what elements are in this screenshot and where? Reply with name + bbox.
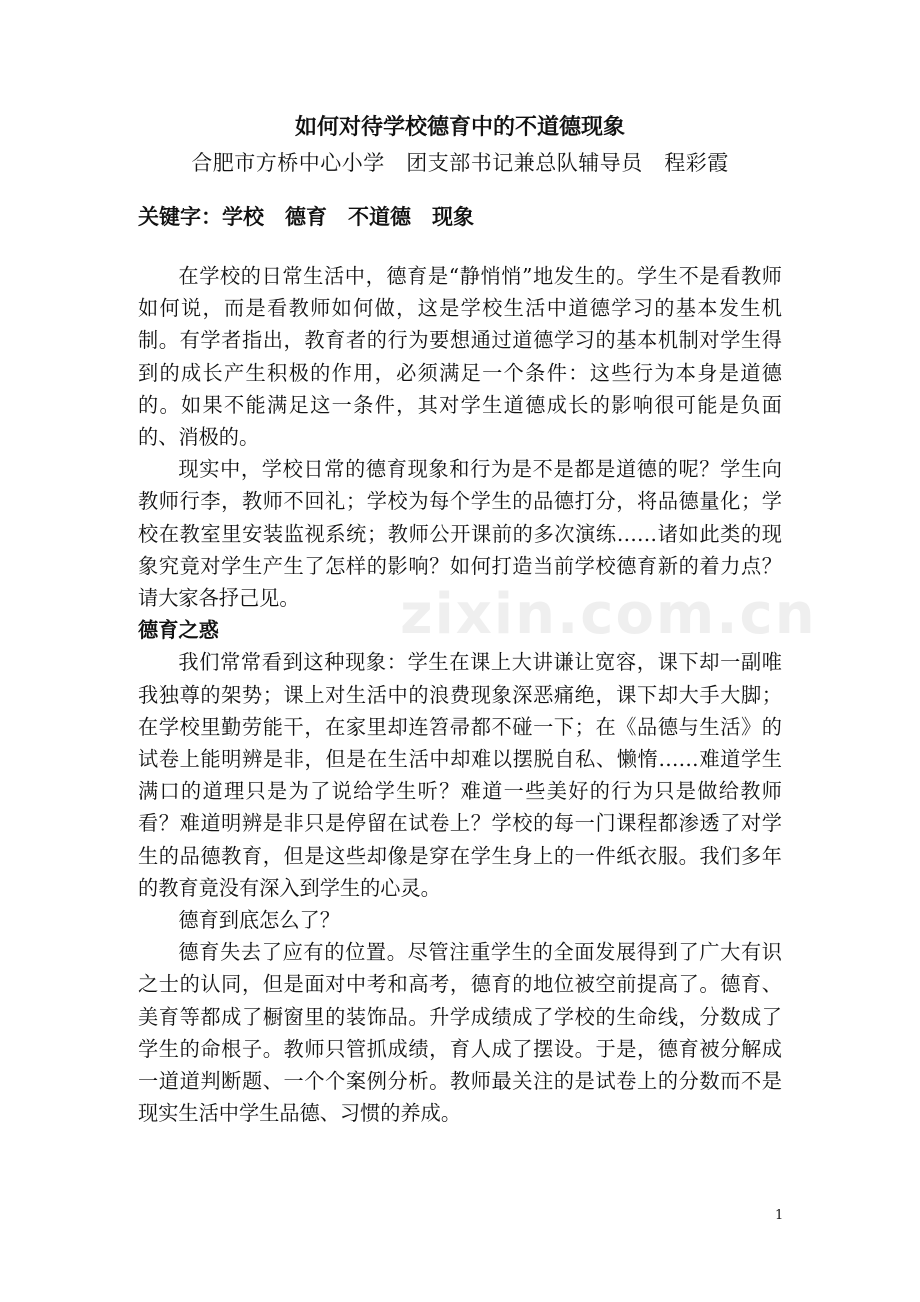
section-paragraph-1: 我们常常看到这种现象：学生在课上大讲谦让宽容，课下却一副唯我独尊的架势；课上对生活中的浪费现象深恶痛绝，课下却大手大脚；在学校里勤劳能干，在家里却连笤帚都不碰一下；在《品德与生活》的试卷上能明辨是非，但是在生活中却难以摆脱自私、懒惰……难道学生满口的道理只是为了说给学生听？难道一些美好的行为只是做给教师看？难道明辨是非只是停留在试卷上？学校的每一门课程都渗透了对学生的品德教育，但是这些却像是穿在学生身上的一件纸衣服。我们多年的教育竟没有深入到学生的心灵。 xyxy=(138,650,782,900)
paragraph-1: 在学校的日常生活中，德育是“静悄悄”地发生的。学生不是看教师如何说，而是看教师如何做，这是学校生活中道德学习的基本发生机制。有学者指出，教育者的行为要想通过道德学习的基本机制对学生得到的成长产生积极的作用，必须满足一个条件：这些行为本身是道德的。如果不能满足这一条件，其对学生道德成长的影响很可能是负面的、消极的。 xyxy=(138,264,782,450)
document-title: 如何对待学校德育中的不道德现象 xyxy=(294,114,625,140)
section-paragraph-3: 德育失去了应有的位置。尽管注重学生的全面发展得到了广大有识之士的认同，但是面对中考和高考，德育的地位被空前提高了。德育、美育等都成了橱窗里的装饰品。升学成绩成了学校的生命线，分数成了学生的命根子。教师只管抓成绩，育人成了摆设。于是，德育被分解成一道道判断题、一个个案例分析。教师最关注的是试卷上的分数而不是现实生活中学生品德、习惯的养成。 xyxy=(138,940,782,1126)
paragraph-2: 现实中，学校日常的德育现象和行为是不是都是道德的呢？学生向教师行李，教师不回礼；学校为每个学生的品德打分，将品德量化；学校在教室里安装监视系统；教师公开课前的多次演练……诸如此类的现象究竟对学生产生了怎样的影响？如何打造当前学校德育新的着力点？请大家各抒己见。 xyxy=(138,457,782,611)
keywords-line: 关键字：学校 德育 不道德 现象 xyxy=(138,204,474,229)
section-heading: 德育之惑 xyxy=(138,618,219,643)
watermark: zixin.com.cn xyxy=(400,582,817,647)
author-line: 合肥市方桥中心小学 团支部书记兼总队辅导员 程彩霞 xyxy=(191,151,729,175)
section-paragraph-2: 德育到底怎么了？ xyxy=(178,908,340,933)
page-number: 1 xyxy=(775,1208,784,1223)
document-page xyxy=(138,108,782,1129)
